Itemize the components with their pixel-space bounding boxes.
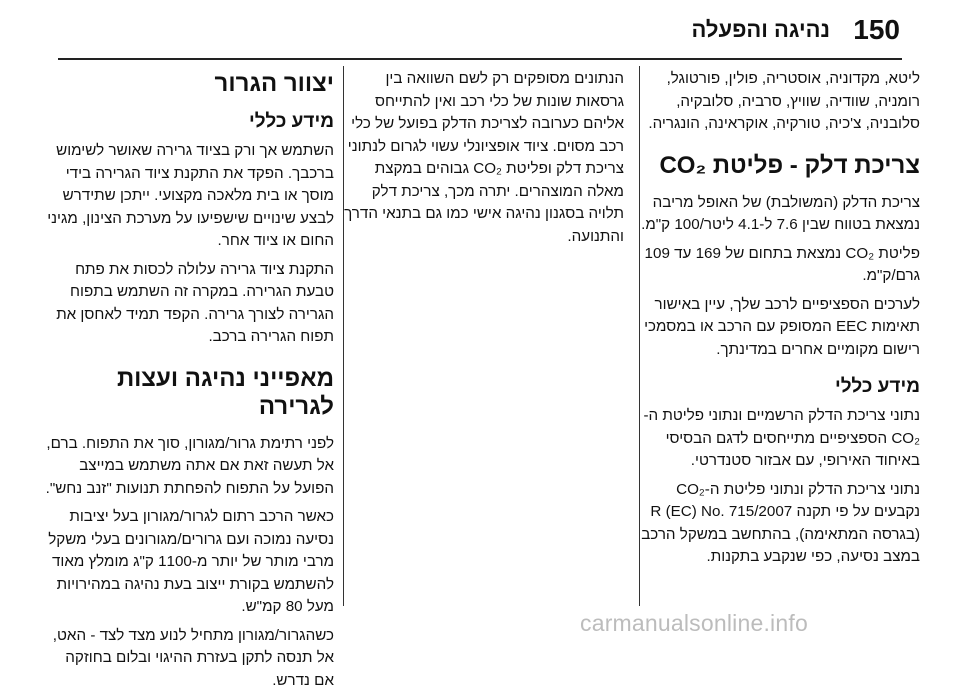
paragraph: לערכים הספציפיים לרכב שלך, עיין באישור תאימות EEC המסופק עם הרכב או במסמכי רישום מקומיים אחרים במדינתך. [644, 295, 920, 358]
paragraph: התקנת ציוד גרירה עלולה לכסות את פתח טבעת הגרירה. במקרה זה השתמש בתפוח הגרירה לצורך גרירה. הקפד תמיד לאחסן את תפוח הגרירה ברכב. [56, 260, 334, 345]
paragraph: כאשר הרכב רתום לגרור/מגורון בעל יציבות נסיעה נמוכה ועם גרורים/מגורונים בעלי משקל מרבי מותר של יותר מ-1100 ק"ג מומלץ מאוד להשתמש בקורת ייצוב בעת נהיגה במהירויות מעל 80 קמ"ש. [48, 508, 334, 615]
watermark: carmanualsonline.info [580, 610, 808, 636]
column-right [640, 68, 920, 575]
page-header [0, 0, 960, 66]
heading-towing: יצוור הגרור [214, 70, 334, 97]
heading-general-info: מידע כללי [248, 111, 334, 132]
paragraph: כשהגרור/מגורון מתחיל לנוע מצד לצד - האט, אל תנסה לתקן בעזרת ההיגוי ובלום בחוזקה אם נדרש. [52, 626, 334, 689]
heading-fuel-consumption: צריכת דלק - פליטת CO₂ [659, 151, 920, 179]
heading-driving-tips: מאפייני נהיגה ועצות לגרירה [116, 364, 334, 420]
column-left [44, 68, 334, 698]
paragraph: צריכת הדלק (המשולבת) של האופל מריבה נמצאת בטווח שבין 7.6 ל-4.1 ליטר/100 ק"מ. [641, 193, 920, 233]
paragraph: פליטת CO₂ נמצאת בתחום של 169 עד 109 גרם/ק"מ. [644, 244, 920, 284]
paragraph: הנתונים מסופקים רק לשם השוואה בין גרסאות שונות של כלי רכב ואין להתייחס אליהם כערובה לצריכת הדלק בפועל של כלי רכב מסוים. ציוד אופציונלי עשוי לגרום לנתוני צריכת דלק ופליטת CO₂ גבוהים במקצת מאלה המוצהרים. יתרה מכך, צריכת דלק תלויה בסגנון נהיגה אישי כמו גם בתנאי הדרך והתנועה. [344, 70, 624, 245]
intro-paragraph: ליטא, מקדוניה, אוסטריה, פולין, פורטוגל, רומניה, שוודיה, שוויץ, סרביה, סלובקיה, סלובניה, צ'כיה, טורקיה, אוקראינה, הונגריה. [648, 70, 920, 132]
paragraph: נתוני צריכת הדלק הרשמיים ונתוני פליטת ה-CO₂ הספציפיים מתייחסים לדגם הבסיסי באיחוד האירופי, עם אבזור סטנדרטי. [643, 407, 920, 469]
section-title: נהיגה והפעלה [691, 17, 830, 42]
header-divider [58, 58, 902, 60]
heading-general-info: מידע כללי [834, 376, 920, 397]
paragraph: לפני רתימת גרור/מגורון, סוך את התפוח. ברם, אל תעשה זאת אם אתה משתמש במייצב הפועל על התפוח להפחתת תנועות "זנב נחש". [45, 434, 334, 497]
column-middle [344, 68, 624, 254]
paragraph: נתוני צריכת הדלק ונתוני פליטת ה-CO₂ נקבעים על פי תקנה R (EC) No. 715/2007 (בגרסה המתאימה), בהתחשב במשקל הרכב במצב נסיעה, כפי שנקבע בתקנות. [641, 480, 920, 565]
paragraph: השתמש אך ורק בציוד גרירה שאושר לשימוש ברכבך. הפקד את התקנת ציוד הגרירה בידי מוסך או בית מלאכה מקצועי. ייתכן שתידרש לבצע שינויים שישפיעו על מערכת הצינון, מגיני החום או ציוד אחר. [47, 142, 334, 249]
page-number: 150 [853, 14, 900, 45]
